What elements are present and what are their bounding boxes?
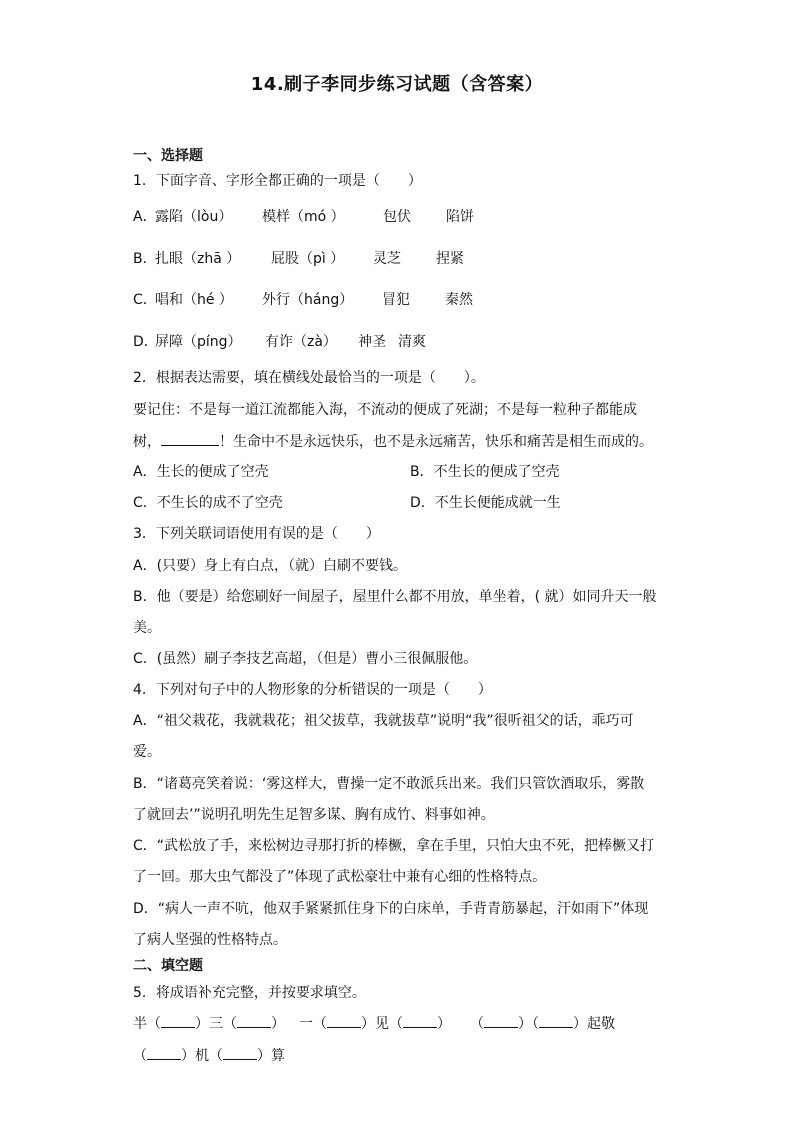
question-4-option-c-cont: 了一回。那大虫气都没了”体现了武松豪壮中兼有心细的性格特点。 (133, 869, 547, 885)
idiom-text: 半（ (133, 1016, 161, 1032)
option-item: 外行（háng） (262, 292, 354, 308)
answer-blank[interactable] (161, 431, 219, 446)
idiom-text: （ (133, 1048, 147, 1064)
option-label: B． (133, 251, 157, 267)
idiom-text: ） (437, 1016, 451, 1032)
section-heading-fill: 二、填空题 (133, 958, 203, 974)
idiom-fill-3 (470, 1013, 615, 1034)
option-item: 模样（mó ） (262, 209, 345, 225)
answer-blank[interactable] (161, 1013, 195, 1028)
option-item: 露陷（lòu） (155, 209, 233, 225)
section-heading-choice: 一、选择题 (133, 148, 203, 164)
option-item: 陷饼 (446, 209, 474, 225)
page-title: 14.刷子李同步练习试题（含答案） (250, 74, 544, 95)
question-5-stem: 5．将成语补充完整，并按要求填空。 (133, 985, 366, 1001)
idiom-text: ）起敬 (573, 1016, 615, 1032)
idiom-fill-4 (133, 1045, 285, 1066)
answer-blank[interactable] (403, 1013, 437, 1028)
answer-blank[interactable] (327, 1013, 361, 1028)
question-4-option-a: A．“祖父栽花，我就栽花；祖父拔草，我就拔草”说明“我”很听祖父的话，乖巧可 (133, 713, 634, 729)
idiom-text: ）机（ (181, 1048, 223, 1064)
option-label: D． (133, 334, 158, 350)
question-2-option-b: B．不生长的便成了空壳 (410, 464, 560, 480)
idiom-text: 一（ (299, 1016, 327, 1032)
option-item: 冒犯 (382, 292, 410, 308)
question-4-option-b-cont: 了就回去’”说明孔明先生足智多谋、胸有成竹、料事如神。 (133, 807, 495, 823)
idiom-text: ）（ (518, 1016, 539, 1032)
answer-blank[interactable] (539, 1013, 573, 1028)
question-2-option-c: C．不生长的成不了空壳 (133, 495, 283, 511)
option-item: 有诈（zà） (265, 334, 337, 350)
option-item: 灵芝 (373, 251, 401, 267)
option-label: C． (133, 292, 157, 308)
answer-blank[interactable] (147, 1045, 181, 1060)
question-4-stem: 4．下列对句子中的人物形象的分析错误的一项是（ ） (133, 682, 492, 698)
question-2-stem: 2．根据表达需要，填在横线处最恰当的一项是（ ）。 (133, 370, 485, 386)
idiom-text: ）算 (257, 1048, 285, 1064)
idiom-text: ） (271, 1016, 285, 1032)
question-2-passage-line (133, 431, 653, 452)
question-4-option-c: C．“武松放了手，来松树边寻那打折的棒橛，拿在手里，只怕大虫不死，把棒橛又打 (133, 838, 655, 854)
option-item: 唱和（hé ） (155, 292, 233, 308)
idiom-text: ）三（ (195, 1016, 237, 1032)
option-item: 屁股（pì ） (271, 251, 345, 267)
question-3-option-b-cont: 美。 (133, 620, 161, 636)
question-4-option-b: B．“诸葛亮笑着说：‘雾这样大，曹操一定不敢派兵出来。我们只管饮酒取乐，雾散 (133, 776, 645, 792)
option-item: 屏障（píng） (155, 334, 242, 350)
question-3-option-b: B．他（要是）给您刷好一间屋子，屋里什么都不用放，单坐着，( 就）如同升天一般 (133, 589, 657, 605)
option-item: 秦然 (445, 292, 473, 308)
answer-blank[interactable] (484, 1013, 518, 1028)
idiom-text: ）见（ (361, 1016, 403, 1032)
question-4-option-a-cont: 爱。 (133, 744, 161, 760)
idiom-fill-1 (133, 1013, 285, 1034)
question-4-option-d: D．“病人一声不吭，他双手紧紧抓住身下的白床单，手背青筋暴起，汗如雨下”体现 (133, 901, 649, 917)
answer-blank[interactable] (237, 1013, 271, 1028)
question-3-option-a: A．(只要）身上有白点，（就）白刷不要钱。 (133, 558, 408, 574)
question-3-stem: 3．下列关联词语使用有误的是（ ） (133, 526, 380, 542)
question-2-option-d: D．不生长便能成就一生 (410, 495, 561, 511)
idiom-text: （ (470, 1016, 484, 1032)
passage-text: 树， (133, 434, 161, 450)
passage-text: ！生命中不是永远快乐，也不是永远痛苦，快乐和痛苦是相生而成的。 (219, 434, 653, 450)
question-3-option-c: C．(虽然）刷子李技艺高超，（但是）曹小三很佩服他。 (133, 651, 478, 667)
question-1-stem: 1．下面字音、字形全都正确的一项是（ ） (133, 173, 422, 189)
option-item: 包伏 (383, 209, 411, 225)
option-item: 捏紧 (436, 251, 464, 267)
idiom-fill-2 (299, 1013, 451, 1034)
question-4-option-d-cont: 了病人坚强的性格特点。 (133, 932, 287, 948)
question-2-option-a: A．生长的便成了空壳 (133, 464, 269, 480)
option-item: 扎眼（zhā ） (155, 251, 241, 267)
answer-blank[interactable] (223, 1045, 257, 1060)
option-item: 神圣 (358, 334, 386, 350)
option-item: 清爽 (398, 334, 426, 350)
question-2-passage-line: 要记住：不是每一道江流都能入海，不流动的便成了死湖；不是每一粒种子都能成 (133, 402, 637, 418)
option-label: A． (133, 209, 157, 225)
